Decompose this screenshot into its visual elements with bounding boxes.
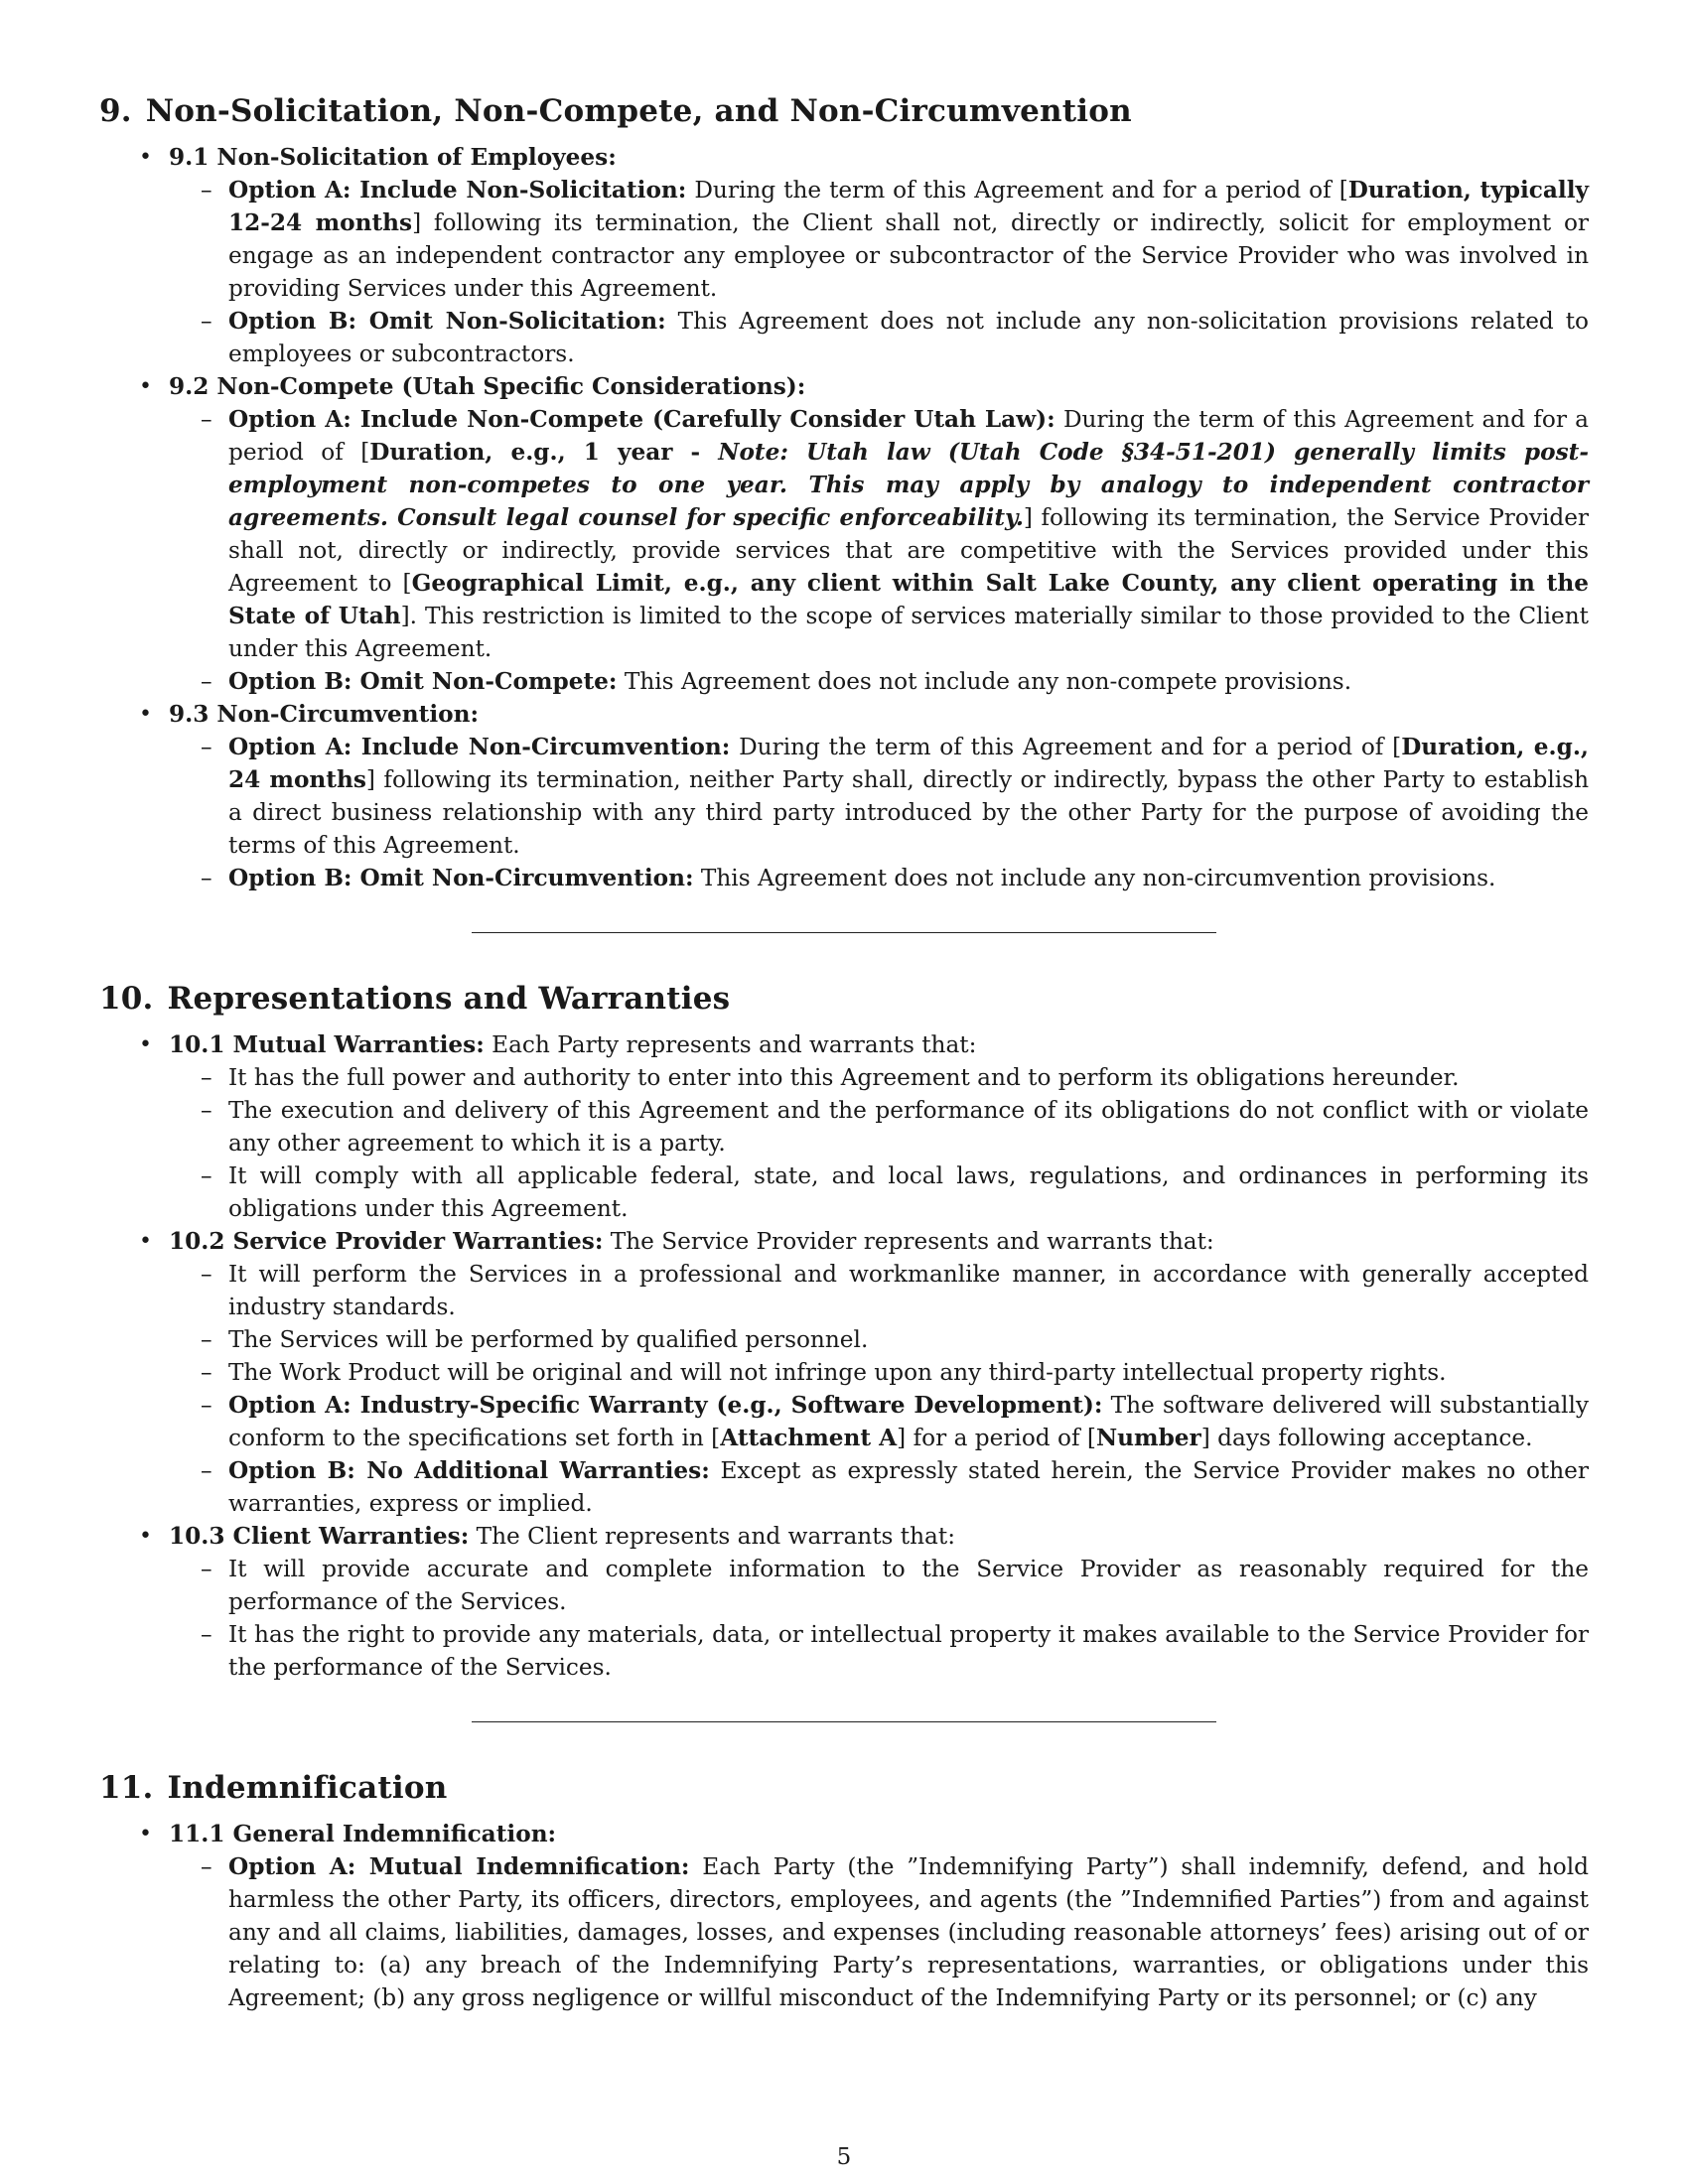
option-label: Option B: Omit Non-Compete: bbox=[228, 668, 618, 695]
section-title: Representations and Warranties bbox=[167, 981, 731, 1017]
option-label: Option B: Omit Non-Solicitation: bbox=[228, 308, 666, 335]
section-11-list bbox=[99, 1818, 1589, 2014]
option-label: Option A: Include Non-Solicitation: bbox=[228, 177, 687, 204]
placeholder-text: Duration, typically 12-24 months bbox=[228, 177, 1589, 236]
warranty-item: – It will perform the Services in a professional and workmanlike manner, in accordance with generally accepted industry standards. bbox=[169, 1258, 1589, 1323]
section-10-list bbox=[99, 1028, 1589, 1684]
section-title: Non-Solicitation, Non-Compete, and Non-Circumvention bbox=[145, 93, 1132, 129]
option-text: ] days following acceptance. bbox=[1200, 1425, 1533, 1451]
option-label: Option A: Industry-Specific Warranty (e.g., Software Development): bbox=[228, 1392, 1103, 1419]
option-list bbox=[169, 403, 1589, 698]
page-number: 5 bbox=[836, 2144, 852, 2170]
option-item bbox=[169, 1454, 1589, 1520]
option-text: This Agreement does not include any non-solicitation provisions related to employees or subcontractors. bbox=[228, 308, 1589, 367]
option-text: During the term of this Agreement and for a period of [ bbox=[686, 177, 1348, 204]
option-item bbox=[169, 665, 1589, 698]
option-text: ] following its termination, neither Party shall, directly or indirectly, bypass the other Party to establish a direct business relationship with any third party introduced by the other Party for the purpose of avoiding the terms of this Agreement. bbox=[228, 766, 1589, 859]
option-item bbox=[169, 862, 1589, 894]
warranty-item: – It has the right to provide any materials, data, or intellectual property it makes available to the Service Provider for the performance of the Services. bbox=[169, 1618, 1589, 1684]
list-item bbox=[99, 1818, 1589, 2014]
list-item bbox=[99, 370, 1589, 698]
placeholder-text: Duration, e.g., 1 year - bbox=[369, 439, 719, 466]
option-text: The software delivered will substantially conform to the specifications set forth in [ bbox=[228, 1392, 1589, 1451]
section-number: 10. bbox=[99, 981, 154, 1017]
option-item bbox=[169, 305, 1589, 370]
page-content bbox=[99, 91, 1589, 2014]
option-text: Each Party (the ”Indemnifying Party”) shall indemnify, defend, and hold harmless the other Party, its officers, directors, employees, and agents (the ”Indemnified Parties”) from and against any and all claims, liabilities, damages, losses, and expenses (including reasonable attorneys’ fees) arising out of or relating to: (a) any breach of the Indemnifying Party’s representations, warranties, or obligations under this Agreement; (b) any gross negligence or willful misconduct of the Indemnifying Party or its personnel; or (c) any bbox=[228, 1853, 1589, 2011]
warranty-item: – It has the full power and authority to enter into this Agreement and to perform its obligations hereunder. bbox=[169, 1061, 1589, 1094]
warranty-list bbox=[169, 1061, 1589, 1225]
option-list bbox=[169, 731, 1589, 894]
clause-intro: The Service Provider represents and warrants that: bbox=[603, 1228, 1214, 1255]
warranty-list bbox=[169, 1553, 1589, 1684]
warranty-item: – It will comply with all applicable federal, state, and local laws, regulations, and ordinances in performing its obligations under this Agreement. bbox=[169, 1160, 1589, 1225]
option-item bbox=[169, 403, 1589, 665]
warranty-item: – The Services will be performed by qualified personnel. bbox=[169, 1323, 1589, 1356]
section-number: 9. bbox=[99, 93, 132, 129]
section-heading-11 bbox=[99, 1768, 1589, 1808]
clause-heading: • 9.3 Non-Circumvention: bbox=[169, 701, 480, 728]
list-item bbox=[99, 141, 1589, 370]
option-list bbox=[169, 1850, 1589, 2014]
legal-note: Note: Utah law (Utah Code §34-51-201) generally limits post-employment non-competes to one year. This may apply by analogy to independent contractor agreements. Consult legal counsel for specific enforceability. bbox=[228, 439, 1589, 531]
list-item bbox=[99, 1520, 1589, 1684]
option-text: ] following its termination, the Client shall not, directly or indirectly, solicit for employment or engage as an independent contractor any employee or subcontractor of the Service Provider who was involved in providing Services under this Agreement. bbox=[228, 209, 1589, 302]
clause-heading: 10.3 Client Warranties: bbox=[169, 1523, 470, 1550]
warranty-item: – It will provide accurate and complete information to the Service Provider as reasonably required for the performance of the Services. bbox=[169, 1553, 1589, 1618]
placeholder-text: Number bbox=[1095, 1425, 1201, 1451]
section-number: 11. bbox=[99, 1770, 154, 1806]
list-item bbox=[99, 1028, 1589, 1225]
clause-heading: • 9.1 Non-Solicitation of Employees: bbox=[169, 144, 617, 171]
option-text: Except as expressly stated herein, the Service Provider makes no other warranties, express or implied. bbox=[228, 1457, 1589, 1517]
warranty-list bbox=[169, 1258, 1589, 1520]
option-text: During the term of this Agreement and for a period of [ bbox=[228, 406, 1589, 466]
list-item bbox=[99, 1225, 1589, 1520]
clause-heading: • 9.2 Non-Compete (Utah Specific Considerations): bbox=[169, 373, 806, 400]
option-text: ]. This restriction is limited to the scope of services materially similar to those provided to the Client under this Agreement. bbox=[228, 603, 1589, 662]
placeholder-text: Attachment A bbox=[720, 1425, 898, 1451]
placeholder-text: Duration, e.g., 24 months bbox=[228, 734, 1589, 793]
placeholder-text: Geographical Limit, e.g., any client within Salt Lake County, any client operating in the State of Utah bbox=[228, 570, 1589, 629]
option-text: This Agreement does not include any non-compete provisions. bbox=[617, 668, 1352, 695]
option-item bbox=[169, 174, 1589, 305]
horizontal-rule bbox=[472, 1721, 1216, 1722]
option-label: Option A: Include Non-Circumvention: bbox=[228, 734, 731, 760]
divider bbox=[99, 1721, 1589, 1722]
option-label: Option A: Mutual Indemnification: bbox=[228, 1853, 690, 1880]
clause-heading: • 11.1 General Indemnification: bbox=[169, 1821, 557, 1847]
option-label: Option B: Omit Non-Circumvention: bbox=[228, 865, 694, 891]
clause-intro: Each Party represents and warrants that: bbox=[484, 1031, 977, 1058]
clause-heading: 10.2 Service Provider Warranties: bbox=[169, 1228, 604, 1255]
section-title: Indemnification bbox=[167, 1770, 448, 1806]
horizontal-rule bbox=[472, 932, 1216, 933]
divider bbox=[99, 932, 1589, 933]
section-heading-10 bbox=[99, 979, 1589, 1019]
warranty-item: – The Work Product will be original and will not infringe upon any third-party intellectual property rights. bbox=[169, 1356, 1589, 1389]
option-list bbox=[169, 174, 1589, 370]
clause-intro: The Client represents and warrants that: bbox=[469, 1523, 956, 1550]
section-9-list bbox=[99, 141, 1589, 894]
clause-heading: 10.1 Mutual Warranties: bbox=[169, 1031, 485, 1058]
list-item bbox=[99, 698, 1589, 894]
option-text: This Agreement does not include any non-circumvention provisions. bbox=[693, 865, 1496, 891]
option-label: Option B: No Additional Warranties: bbox=[228, 1457, 710, 1484]
option-text: During the term of this Agreement and for a period of [ bbox=[730, 734, 1402, 760]
warranty-item: – The execution and delivery of this Agreement and the performance of its obligations do not conflict with or violate any other agreement to which it is a party. bbox=[169, 1094, 1589, 1160]
option-text: ] following its termination, the Service Provider shall not, directly or indirectly, provide services that are competitive with the Services provided under this Agreement to [ bbox=[228, 504, 1590, 597]
option-label: Option A: Include Non-Compete (Carefully Consider Utah Law): bbox=[228, 406, 1055, 433]
option-text: ] for a period of [ bbox=[897, 1425, 1096, 1451]
section-heading-9 bbox=[99, 91, 1589, 131]
option-item bbox=[169, 1850, 1589, 2014]
option-item bbox=[169, 1389, 1589, 1454]
option-item bbox=[169, 731, 1589, 862]
